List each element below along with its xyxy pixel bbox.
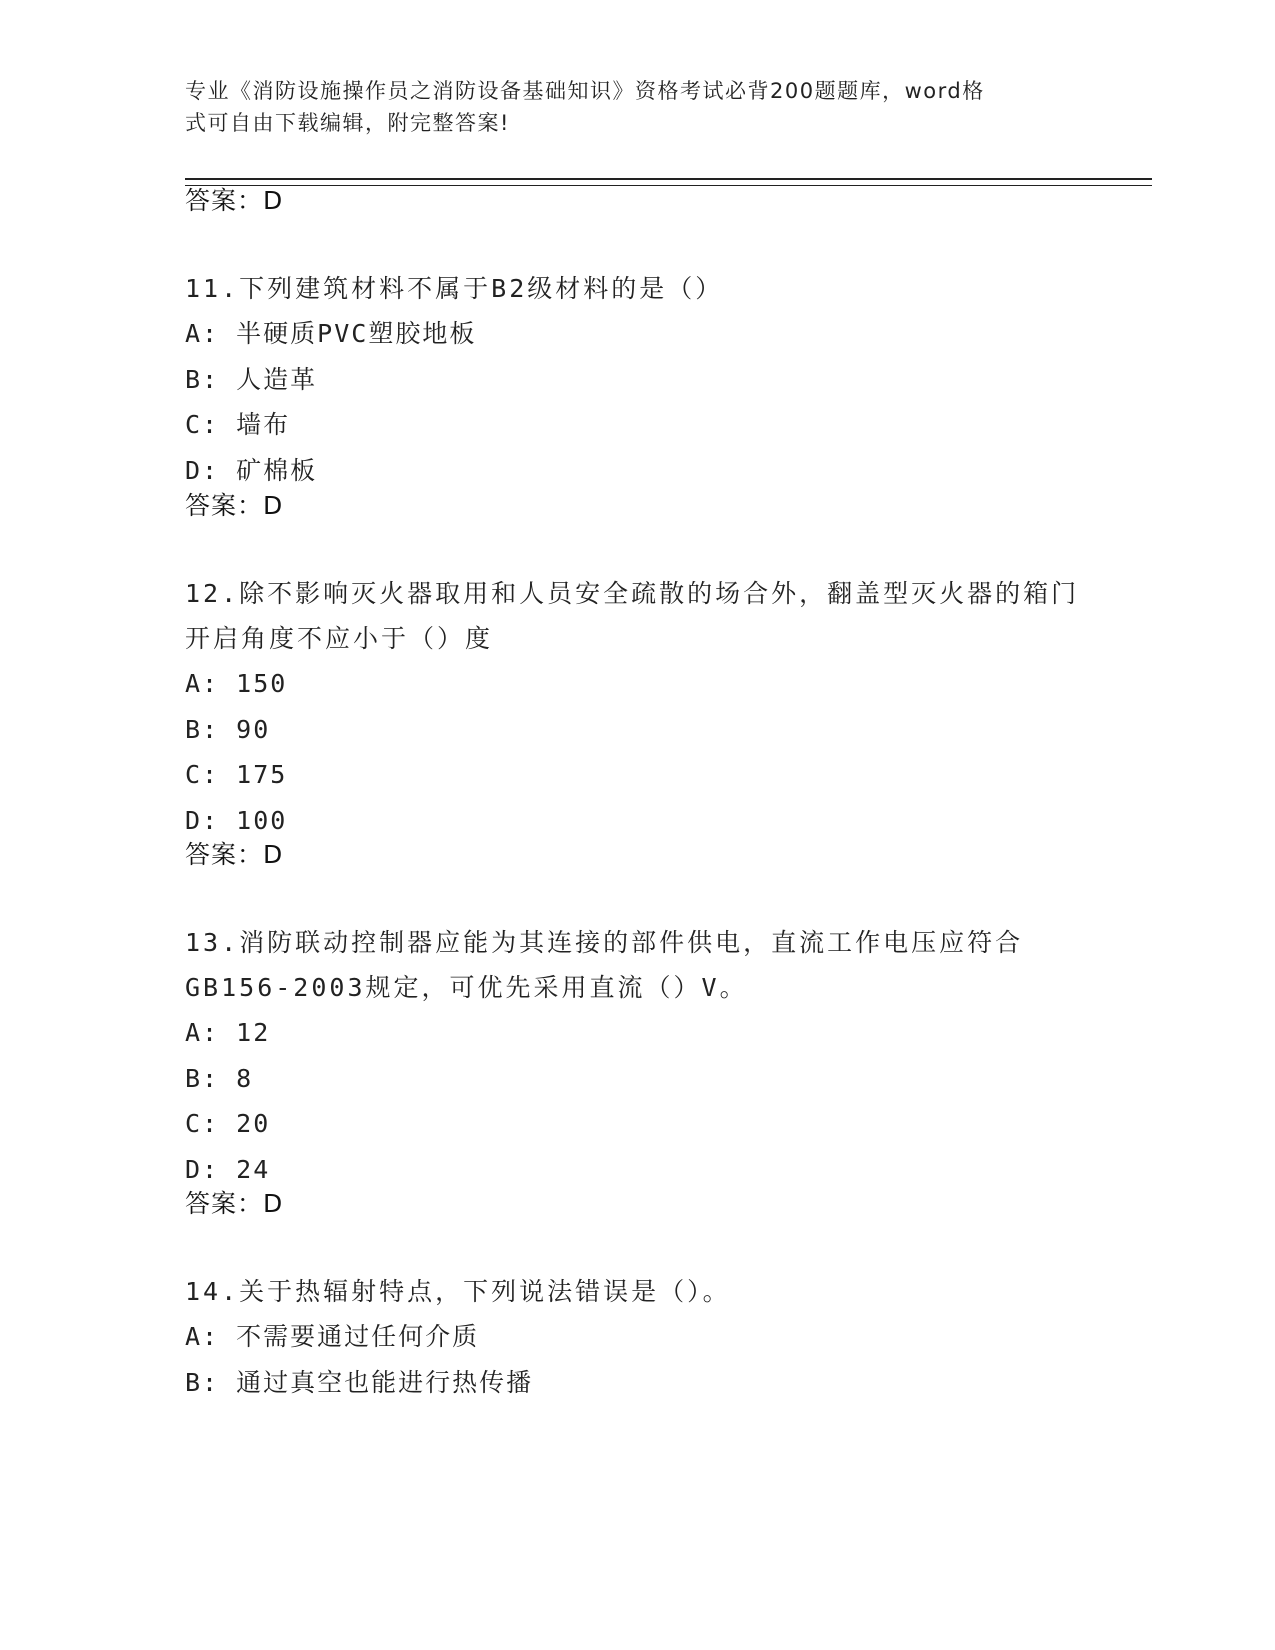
option-a [185,1314,1085,1360]
option-a [185,1010,1085,1056]
option-text: 12 [236,1018,271,1047]
option-label: B: [185,1063,220,1093]
option-text: 8 [236,1063,254,1093]
option-label: B: [185,364,220,394]
answer-value: D [263,186,284,215]
option-label: C: [185,1109,220,1138]
answer-label: 答案： [185,840,264,869]
question-text: 消防联动控制器应能为其连接的部件供电，直流工作电压应符合GB156-2003规定，可优先采用直流（）V。 [185,928,1024,1002]
option-d [185,448,1085,494]
option-label: D: [185,455,220,485]
question-number: 14. [185,1277,240,1306]
question-number: 13. [185,928,240,957]
answer-line [185,838,283,872]
option-b [185,707,1085,753]
document-header [185,75,1065,139]
option-c [185,1101,1085,1147]
option-b [185,1360,1085,1406]
option-text: 墙布 [236,410,291,439]
question-text: 下列建筑材料不属于B2级材料的是（） [239,274,724,303]
option-label: B: [185,714,220,744]
option-label: D: [185,805,220,835]
question-block [185,920,1085,1192]
answer-value: D [263,1189,284,1218]
question-stem [185,1269,1085,1314]
option-label: C: [185,760,220,789]
question-block [185,1269,1085,1405]
option-label: B: [185,1367,220,1397]
option-label: A: [185,669,220,698]
option-label: A: [185,1322,220,1351]
option-text: 半硬质PVC塑胶地板 [236,319,477,348]
option-b [185,357,1085,403]
question-text: 关于热辐射特点，下列说法错误是（）。 [239,1277,731,1306]
question-block [185,266,1085,493]
question-stem [185,571,1085,661]
option-text: 不需要通过任何介质 [236,1322,480,1351]
answer-label: 答案： [185,186,264,215]
option-label: C: [185,410,220,439]
option-label: D: [185,1154,220,1184]
option-label: A: [185,1018,220,1047]
option-d [185,798,1085,844]
option-text: 100 [236,805,288,835]
answer-value: D [263,491,284,520]
option-label: A: [185,319,220,348]
header-divider [185,178,1152,186]
answer-value: D [263,840,284,869]
option-c [185,402,1085,448]
option-text: 矿棉板 [236,455,318,485]
answer-label: 答案： [185,491,264,520]
option-text: 24 [236,1154,271,1184]
answer-line [185,489,283,523]
option-text: 90 [236,714,271,744]
option-text: 通过真空也能进行热传播 [236,1367,534,1397]
option-a [185,311,1085,357]
option-a [185,661,1085,707]
question-text: 除不影响灭火器取用和人员安全疏散的场合外，翻盖型灭火器的箱门开启角度不应小于（）度 [185,579,1080,653]
answer-label: 答案： [185,1189,264,1218]
option-text: 175 [236,760,288,789]
option-text: 人造革 [236,364,318,394]
answer-line [185,1187,283,1221]
question-stem [185,266,1085,311]
question-number: 11. [185,274,240,303]
option-b [185,1056,1085,1102]
header-line-1: 专业《消防设施操作员之消防设备基础知识》资格考试必背200题题库，word格 [185,79,985,103]
option-text: 150 [236,669,288,698]
question-stem [185,920,1085,1010]
question-block [185,571,1085,843]
answer-line [185,184,283,218]
option-text: 20 [236,1109,271,1138]
question-number: 12. [185,579,240,608]
option-c [185,752,1085,798]
header-line-2: 式可自由下载编辑，附完整答案! [185,111,510,135]
option-d [185,1147,1085,1193]
